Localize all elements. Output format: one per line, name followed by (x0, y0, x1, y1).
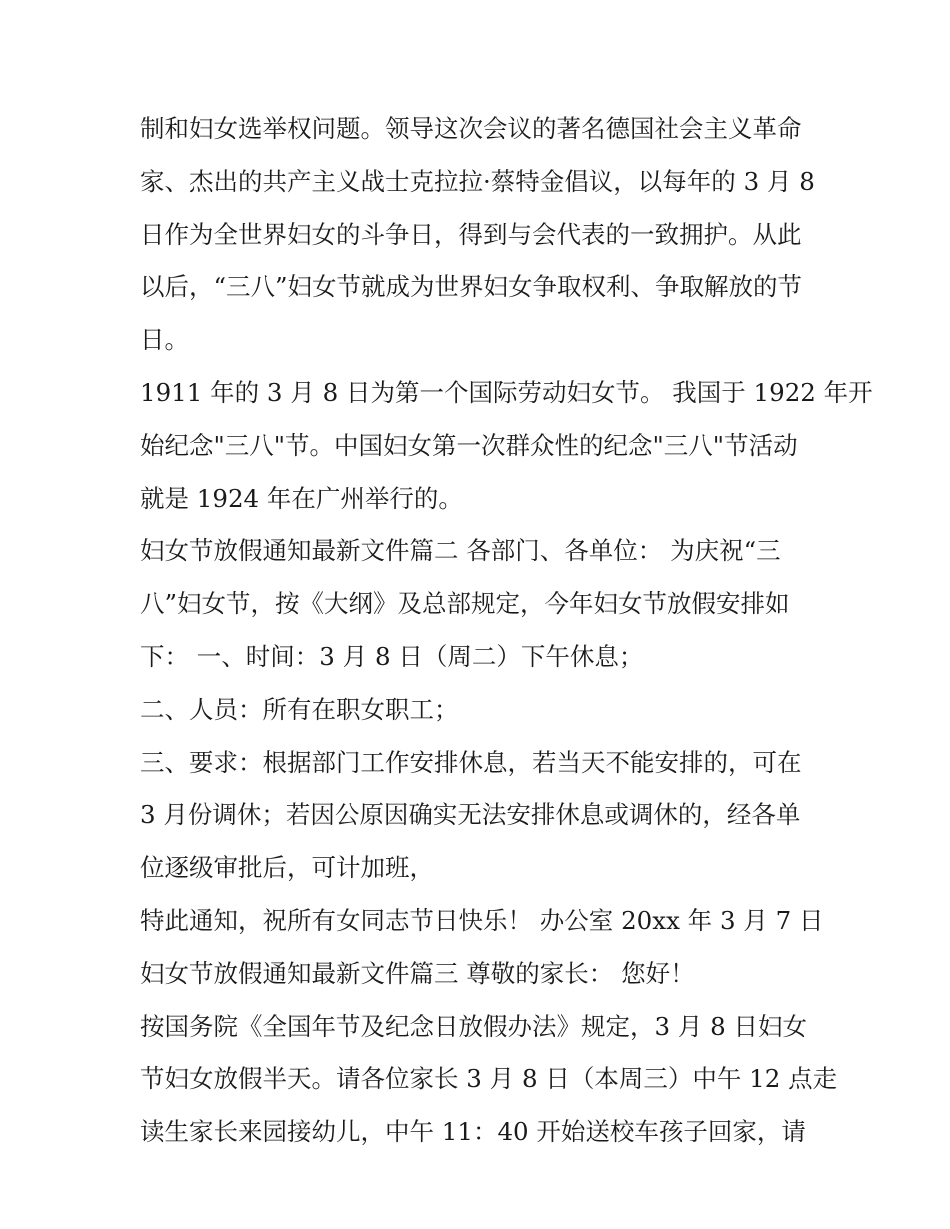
text-line: 节妇女放假半天。请各位家长 3 月 8 日（本周三）中午 12 点走 (140, 1064, 838, 1094)
text-line: 特此通知，祝所有女同志节日快乐！ 办公室 20xx 年 3 月 7 日 (140, 905, 824, 935)
text-line: 位逐级审批后，可计加班， (140, 853, 434, 883)
body-text (140, 103, 873, 1159)
text-line: 二、人员：所有在职女职工； (140, 694, 459, 724)
text-line: 以后，“三八”妇女节就成为世界妇女争取权利、争取解放的节 (140, 272, 803, 302)
text-line: 八”妇女节，按《大纲》及总部规定，今年妇女节放假安排如 (140, 589, 790, 619)
text-line: 下： 一、时间：3 月 8 日（周二）下午休息； (140, 641, 644, 671)
text-line: 日。 (140, 325, 189, 355)
text-line: 日作为全世界妇女的斗争日，得到与会代表的一致拥护。从此 (140, 219, 802, 249)
text-line: 始纪念"三八"节。中国妇女第一次群众性的纪念"三八"节活动 (140, 430, 798, 460)
text-line: 3 月份调休；若因公原因确实无法安排休息或调休的，经各单 (140, 800, 801, 830)
text-line: 三、要求：根据部门工作安排休息，若当天不能安排的，可在 (140, 747, 802, 777)
text-line: 妇女节放假通知最新文件篇二 各部门、各单位： 为庆祝“三 (140, 536, 781, 566)
text-line: 1911 年的 3 月 8 日为第一个国际劳动妇女节。 我国于 1922 年开 (140, 377, 873, 407)
text-line: 妇女节放假通知最新文件篇三 尊敬的家长： 您好！ (140, 958, 695, 988)
text-line: 家、杰出的共产主义战士克拉拉·蔡特金倡议，以每年的 3 月 8 (140, 166, 815, 196)
text-line: 制和妇女选举权问题。领导这次会议的著名德国社会主义革命 (140, 114, 802, 143)
text-line: 就是 1924 年在广州举行的。 (140, 483, 463, 513)
text-line: 按国务院《全国年节及纪念日放假办法》规定，3 月 8 日妇女 (140, 1011, 808, 1041)
text-line: 读生家长来园接幼儿，中午 11：40 开始送校车孩子回家，请 (140, 1117, 806, 1147)
